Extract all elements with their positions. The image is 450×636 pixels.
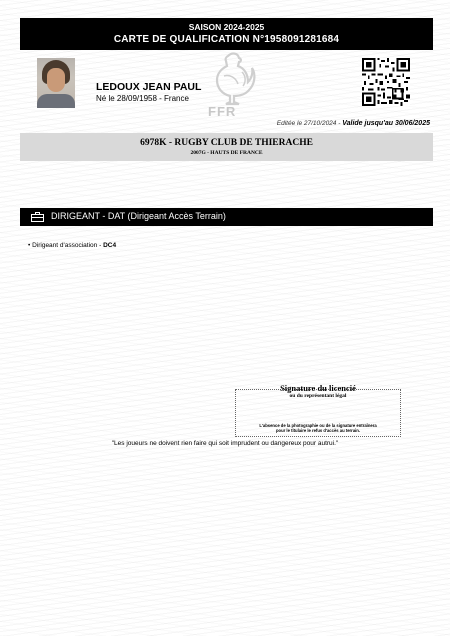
card-title: CARTE DE QUALIFICATION N°1958091281684 [113,34,340,45]
holder-birth: Né le 28/09/1958 - France [96,94,189,103]
role-bar [20,208,433,226]
qualification-label: • Dirigeant d'association - [28,242,104,249]
briefcase-icon [31,212,44,222]
signature-subtitle: ou du représentant légal [289,393,347,399]
season-label: SAISON 2024-2025 [188,22,265,32]
valid-until: Valide jusqu'au 30/06/2025 [342,120,430,127]
rules-motto: "Les joueurs ne doivent rien faire qui soit imprudent ou dangereux pour autrui." [111,440,339,447]
signature-note [240,423,396,433]
card-header-banner [20,18,433,50]
qualification-code: DC4 [103,242,117,249]
holder-name: LEDOUX JEAN PAUL [96,81,202,93]
ffr-logo-text: FFR [208,104,237,119]
qualification-item [28,242,116,249]
validity-line [277,120,430,127]
role-label: DIRIGEANT - DAT (Dirigeant Accès Terrain) [51,211,226,221]
qr-code [362,58,410,106]
club-name: 6978K - RUGBY CLUB DE THIERACHE [140,138,313,148]
edition-date: Editée le 27/10/2024 - [276,120,343,127]
holder-photo [37,58,75,108]
club-region: 2007G - HAUTS DE FRANCE [190,150,263,156]
signature-title: Signature du licencié [280,383,356,393]
signature-note-line2: pour le titulaire le refus d'accès au terrain. [275,428,361,433]
club-band [20,133,433,161]
signature-note-line1: L'absence de la photographie ou de la signature entraînera [259,423,377,428]
